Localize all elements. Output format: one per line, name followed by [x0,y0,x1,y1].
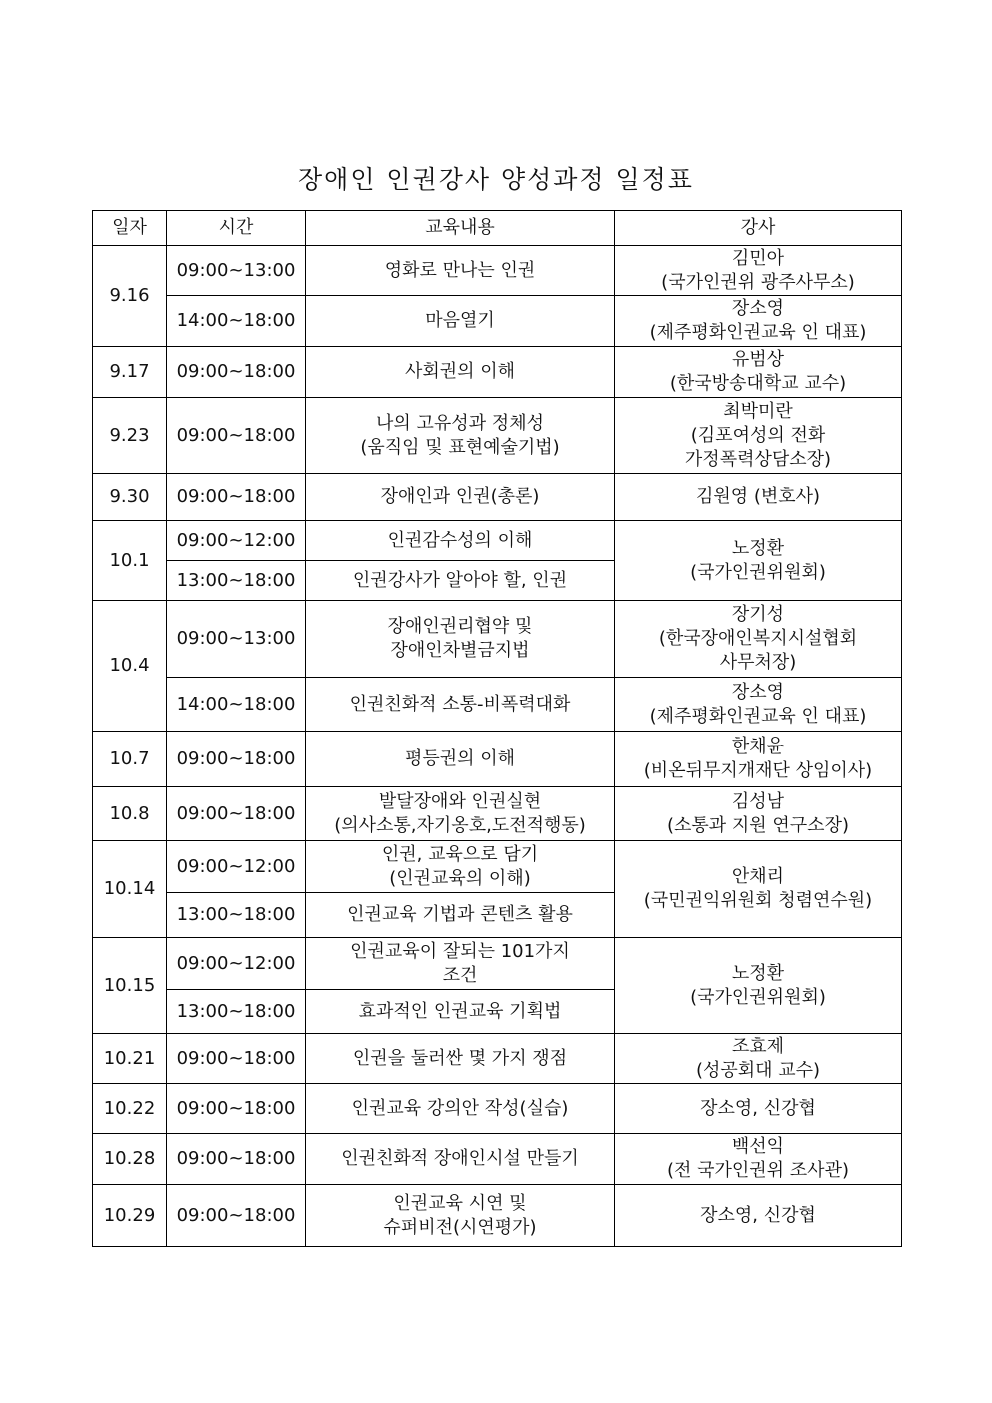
time-cell: 09:00~12:00 [167,521,306,561]
content-line: 효과적인 인권교육 기획법 [358,1000,562,1022]
lecturer-cell [615,474,902,521]
lecturer-cell [615,1185,902,1247]
content-cell [306,1134,615,1185]
table-row [93,1034,902,1084]
content-line: 평등권의 이해 [404,748,516,769]
lecturer-cell [615,938,902,1034]
lecturer-line: (김포여성의 전화 [690,424,826,446]
date-cell: 10.21 [93,1034,167,1084]
table-row [93,296,902,347]
content-line: 장애인과 인권(총론) [380,486,540,507]
table-row [93,474,902,521]
date-cell: 9.17 [93,347,167,398]
content-line: 인권친화적 소통-비폭력대화 [349,693,571,715]
time-cell: 09:00~13:00 [167,246,306,296]
content-cell [306,678,615,732]
lecturer-line: (제주평화인권교육 인 대표) [649,322,867,343]
header-lecturer: 강사 [615,211,902,246]
lecturer-line: 장소영 [731,681,785,703]
date-cell: 10.4 [93,601,167,732]
lecturer-line: 장소영, 신강협 [700,1204,816,1226]
table-row [93,521,902,561]
header-date: 일자 [93,211,167,246]
content-line: 영화로 만나는 인권 [384,259,536,281]
date-cell: 9.30 [93,474,167,521]
content-line: 인권교육 강의안 작성(실습) [351,1097,569,1119]
lecturer-cell [615,787,902,841]
date-cell: 10.7 [93,732,167,787]
time-cell: 14:00~18:00 [167,296,306,347]
content-line: 인권, 교육으로 담기 [381,843,539,865]
time-cell: 09:00~18:00 [167,1134,306,1185]
content-cell [306,938,615,990]
content-cell [306,296,615,347]
content-line: 조건 [442,964,478,986]
page-title: 장애인 인권강사 양성과정 일정표 [298,165,694,194]
header-time: 시간 [167,211,306,246]
content-cell [306,1185,615,1247]
table-row [93,1084,902,1134]
lecturer-line: 조효제 [731,1035,785,1057]
content-line: 인권친화적 장애인시설 만들기 [341,1148,579,1169]
lecturer-cell [615,732,902,787]
content-cell [306,787,615,841]
content-line: 사회권의 이해 [404,361,516,382]
lecturer-line: (국가인권위원회) [690,561,826,583]
lecturer-line: (비온뒤무지개재단 상임이사) [643,760,873,781]
table-row [93,938,902,990]
content-line: 인권교육이 잘되는 101가지 [350,940,570,962]
table-row [93,398,902,474]
lecturer-line: (제주평화인권교육 인 대표) [649,705,867,727]
content-cell [306,841,615,893]
table-row [93,841,902,893]
lecturer-line: 장기성 [731,604,785,625]
time-cell: 09:00~12:00 [167,841,306,893]
content-line: 인권감수성의 이해 [387,529,533,551]
lecturer-line: 노정환 [731,537,785,559]
table-row [93,732,902,787]
date-cell: 10.15 [93,938,167,1034]
lecturer-line: 장소영 [731,298,785,319]
content-cell [306,893,615,938]
lecturer-line: 노정환 [731,962,785,984]
table-row [93,678,902,732]
content-cell [306,601,615,678]
content-line: 장애인차별금지법 [390,640,530,661]
time-cell: 09:00~18:00 [167,347,306,398]
time-cell: 09:00~13:00 [167,601,306,678]
date-cell: 9.16 [93,246,167,347]
content-cell [306,246,615,296]
content-line: 장애인권리협약 및 [387,616,533,637]
date-cell: 10.29 [93,1185,167,1247]
lecturer-cell [615,1084,902,1134]
lecturer-line: (국가인권위원회) [690,986,826,1008]
lecturer-cell [615,1034,902,1084]
lecturer-cell [615,296,902,347]
schedule-table [92,210,902,1247]
content-line: (움직임 및 표현예술기법) [360,436,560,458]
content-cell [306,732,615,787]
content-line: 인권강사가 알아야 할, 인권 [352,569,568,591]
table-row [93,347,902,398]
time-cell: 09:00~18:00 [167,474,306,521]
date-cell: 10.14 [93,841,167,938]
table-row [93,787,902,841]
content-cell [306,398,615,474]
lecturer-line: 백선익 [731,1136,785,1157]
content-cell [306,1084,615,1134]
lecturer-line: (소통과 지원 연구소장) [667,814,849,836]
header-row [93,211,902,246]
content-cell [306,521,615,561]
lecturer-cell [615,521,902,601]
content-cell [306,990,615,1034]
table-row [93,601,902,678]
content-line: 나의 고유성과 정체성 [376,412,544,434]
lecturer-line: 김성남 [731,790,785,812]
content-cell [306,347,615,398]
lecturer-line: 사무처장) [719,652,797,673]
lecturer-line: (성공회대 교수) [695,1059,821,1081]
lecturer-line: 유범상 [731,349,785,370]
date-cell: 10.22 [93,1084,167,1134]
lecturer-cell [615,347,902,398]
time-cell: 14:00~18:00 [167,678,306,732]
date-cell: 9.23 [93,398,167,474]
lecturer-line: (전 국가인권위 조사관) [667,1160,849,1181]
lecturer-cell [615,246,902,296]
lecturer-cell [615,601,902,678]
lecturer-line: 최박미란 [723,400,793,422]
lecturer-line: (한국방송대학교 교수) [669,373,847,394]
lecturer-line: 장소영, 신강협 [700,1097,816,1119]
time-cell: 09:00~18:00 [167,1034,306,1084]
time-cell: 09:00~12:00 [167,938,306,990]
lecturer-cell [615,678,902,732]
time-cell: 09:00~18:00 [167,398,306,474]
time-cell: 13:00~18:00 [167,990,306,1034]
lecturer-cell [615,398,902,474]
content-cell [306,474,615,521]
lecturer-line: (국가인권위 광주사무소) [661,271,855,293]
time-cell: 13:00~18:00 [167,893,306,938]
content-line: 슈퍼비전(시연평가) [383,1216,537,1238]
table-row [93,1134,902,1185]
lecturer-line: 김민아 [731,247,785,269]
time-cell: 09:00~18:00 [167,787,306,841]
date-cell: 10.8 [93,787,167,841]
lecturer-line: 가정폭력상담소장) [684,448,832,470]
lecturer-line: 한채윤 [731,736,785,757]
lecturer-line: 김원영 (변호사) [695,486,821,507]
content-line: 인권교육 기법과 콘텐츠 활용 [347,904,573,925]
time-cell: 09:00~18:00 [167,732,306,787]
header-content: 교육내용 [306,211,615,246]
table-row [93,1185,902,1247]
lecturer-line: (국민권익위원회 청렴연수원) [643,890,873,911]
time-cell: 09:00~18:00 [167,1084,306,1134]
content-line: 마음열기 [425,310,495,331]
date-cell: 10.28 [93,1134,167,1185]
lecturer-cell [615,1134,902,1185]
lecturer-line: (한국장애인복지시설협회 [658,628,858,649]
content-line: 인권교육 시연 및 [393,1192,527,1214]
time-cell: 13:00~18:00 [167,561,306,601]
time-cell: 09:00~18:00 [167,1185,306,1247]
content-cell [306,1034,615,1084]
table-row [93,246,902,296]
lecturer-line: 안채리 [731,866,785,887]
content-line: 인권을 둘러싼 몇 가지 쟁점 [352,1047,568,1069]
content-cell [306,561,615,601]
content-line: 발달장애와 인권실현 [378,790,542,812]
content-line: (의사소통,자기옹호,도전적행동) [334,814,586,836]
lecturer-cell [615,841,902,938]
content-line: (인권교육의 이해) [389,867,531,889]
date-cell: 10.1 [93,521,167,601]
